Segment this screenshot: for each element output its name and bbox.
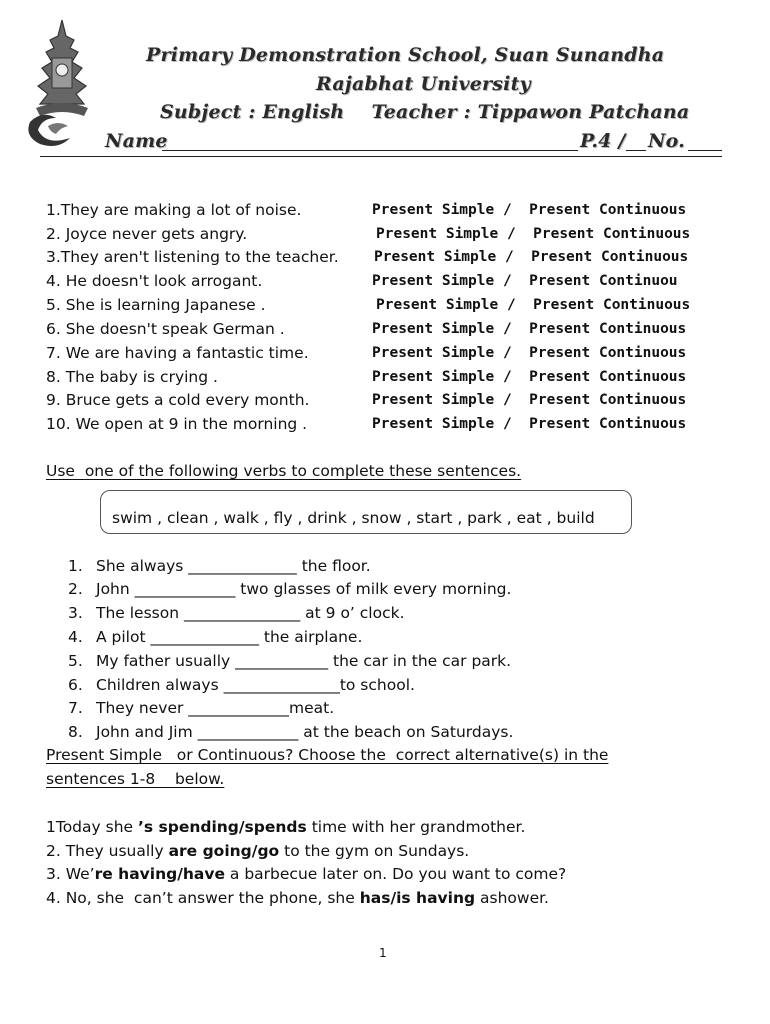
ex3-item-text: ashower. [475,889,549,907]
page-number: 1 [379,946,387,960]
ex2-item-number: 1. [68,557,83,575]
ex2-instruction-text: one of the following verbs to complete these sentences. [84,462,522,480]
ex2-item-text: The lesson _______________ at 9 o’ clock. [96,604,405,622]
ex1-question: 9. Bruce gets a cold every month. [46,391,310,409]
header-divider [40,156,722,157]
ex3-item-text: 1Today she [46,818,138,836]
ex2-item-text: She always ______________ the floor. [96,557,371,575]
ex3-choice[interactable]: re having/have [94,865,225,883]
ex3-item-text: 2. They usually [46,842,169,860]
ex1-question: 10. We open at 9 in the morning . [46,415,308,433]
ex1-question: 5. She is learning Japanese . [46,296,266,314]
ex2-item-number: 2. [68,580,83,598]
ex1-options[interactable]: Present Simple / Present Continuous [372,369,687,385]
ex2-item-text: They never _____________meat. [96,699,335,717]
ex3-item [46,842,469,860]
ex2-item-number: 8. [68,723,83,741]
ex3-instruction-line2: sentences 1-8 below. [46,770,225,788]
ex1-question: 7. We are having a fantastic time. [46,344,309,362]
subject-teacher-line: Subject : English Teacher : Tippawon Patchana [160,101,690,123]
ex3-item-text: a barbecue later on. Do you want to come? [224,865,567,883]
ex1-options[interactable]: Present Simple / Present Continuous [372,321,687,337]
ex2-item-text: A pilot ______________ the airplane. [96,628,363,646]
ex2-item[interactable] [68,557,371,575]
ex3-instruction-line1: Present Simple or Continuous? Choose the correct alternative(s) in the [46,746,609,764]
ex2-item-number: 7. [68,699,83,717]
ex1-question: 8. The baby is crying . [46,368,218,386]
ex3-item-text: time with her grandmother. [306,818,526,836]
class-label: P.4 / [580,130,626,152]
ex3-item-text: 3. We’ [46,865,95,883]
verb-bank: swim , clean , walk , fly , drink , snow , start , park , eat , build [112,509,595,527]
ex1-question: 6. She doesn't speak German . [46,320,285,338]
ex2-item[interactable] [68,652,511,670]
ex1-question: 1.They are making a lot of noise. [46,201,302,219]
ex1-options[interactable]: Present Simple / Present Continuous [372,345,687,361]
ex2-item[interactable] [68,699,334,717]
ex1-options[interactable]: Present Simple / Present Continuous [376,297,691,313]
school-emblem-icon [22,18,102,150]
ex3-choice[interactable]: has/is having [359,889,476,907]
ex2-item-number: 5. [68,652,83,670]
ex2-item-text: John and Jim _____________ at the beach on Saturdays. [96,723,514,741]
name-blank[interactable] [162,150,578,151]
ex3-item [46,818,525,836]
number-label: No. [648,130,685,152]
ex1-options[interactable]: Present Simple / Present Continuous [376,226,691,242]
ex2-item-text: Children always _______________to school. [96,676,415,694]
ex1-options[interactable]: Present Simple / Present Continuous [372,392,687,408]
ex2-item[interactable] [68,580,511,598]
name-label: Name [105,130,168,152]
ex3-item-text: to the gym on Sundays. [279,842,470,860]
ex2-item[interactable] [68,628,362,646]
ex2-item[interactable] [68,676,415,694]
ex1-question: 4. He doesn't look arrogant. [46,272,263,290]
ex3-choice[interactable]: are going/go [168,842,280,860]
ex3-item [46,889,549,907]
ex2-item[interactable] [68,723,513,741]
class-blank[interactable] [626,150,646,151]
ex1-question: 2. Joyce never gets angry. [46,225,248,243]
ex1-options[interactable]: Present Simple / Present Continuous [372,416,687,432]
ex1-options[interactable]: Present Simple / Present Continuous [374,249,689,265]
ex2-instruction-use: Use [46,462,75,480]
ex3-item-text: 4. No, she can’t answer the phone, she [46,889,360,907]
ex2-instruction [46,462,521,480]
ex1-options[interactable]: Present Simple / Present Continuou [372,273,678,289]
ex3-choice[interactable]: ’s spending/spends [137,818,307,836]
ex2-item-number: 6. [68,676,83,694]
ex2-item-text: My father usually ____________ the car in the car park. [96,652,512,670]
ex2-item-number: 3. [68,604,83,622]
ex1-question: 3.They aren't listening to the teacher. [46,248,339,266]
school-name-line1: Primary Demonstration School, Suan Sunandha [146,44,665,66]
number-blank[interactable] [688,150,722,151]
school-name-line2: Rajabhat University [316,73,531,95]
ex2-item-text: John _____________ two glasses of milk every morning. [96,580,512,598]
ex2-item-number: 4. [68,628,83,646]
ex3-item [46,865,566,883]
ex1-options[interactable]: Present Simple / Present Continuous [372,202,687,218]
ex2-item[interactable] [68,604,405,622]
